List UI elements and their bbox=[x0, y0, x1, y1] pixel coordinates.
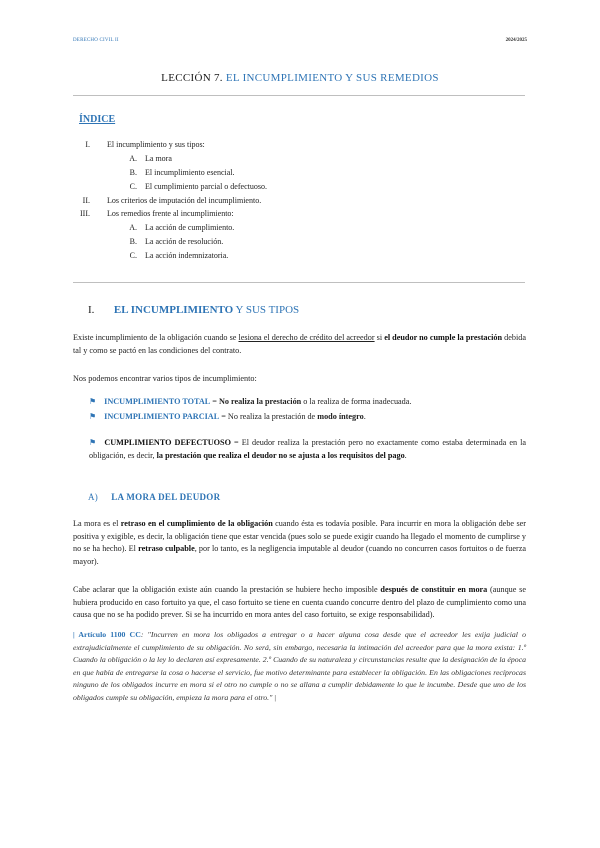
text-run: = bbox=[230, 438, 242, 447]
toc-num: II. bbox=[82, 196, 90, 205]
bold-blue-text: retraso culpable bbox=[138, 544, 195, 553]
text-run: . bbox=[363, 412, 366, 421]
toc-item: El incumplimiento esencial. bbox=[145, 168, 235, 177]
toc-item: La mora bbox=[145, 154, 172, 163]
list-item bbox=[89, 397, 411, 406]
divider bbox=[73, 282, 525, 283]
list-item bbox=[89, 437, 526, 462]
paragraph-definition bbox=[73, 332, 526, 357]
toc-item: La acción indemnizatoria. bbox=[145, 251, 229, 260]
toc-item: El incumplimiento y sus tipos: bbox=[107, 140, 205, 149]
page-title bbox=[0, 72, 600, 84]
toc-item: El cumplimiento parcial o defectuoso. bbox=[145, 182, 267, 191]
bold-text: No realiza la prestación bbox=[218, 397, 302, 406]
text-run: Existe incumplimiento de la obligación cuando se bbox=[73, 333, 239, 342]
text-run: cuando ésta es todavía posible. Para incurrir en mora la obligación debe ser positiva y exigible, es decir, la obligación tiene que estar vencida (pues solo se puede exigir cuando ha llegado el momento de cumplirse y no se ha hecho). El bbox=[73, 519, 526, 553]
toc-num: C. bbox=[129, 182, 137, 191]
article-reference: | Artículo 1100 CC bbox=[73, 630, 141, 639]
toc-num: III. bbox=[80, 209, 90, 218]
legal-quote bbox=[73, 629, 526, 704]
title-prefix: LECCIÓN 7. bbox=[161, 72, 223, 84]
toc-item: Los remedios frente al incumplimiento: bbox=[107, 209, 234, 218]
quote-end: | bbox=[272, 692, 276, 702]
flag-icon: ⚑ bbox=[89, 438, 97, 447]
flag-icon: ⚑ bbox=[89, 397, 97, 406]
bold-text: la prestación que realiza el deudor no se ajusta a los bbox=[156, 450, 338, 460]
text-run: . bbox=[404, 450, 407, 460]
toc-num: I. bbox=[85, 140, 90, 149]
bullet-label: CUMPLIMIENTO DEFECTUOSO bbox=[104, 438, 231, 447]
toc-item: Los criterios de imputación del incumplimiento. bbox=[107, 196, 262, 205]
toc-item: La acción de resolución. bbox=[145, 237, 224, 246]
quote-text: : "Incurren en mora los obligados a entregar o a hacer alguna cosa desde que el acreedor les exija judicial o extrajudicialmente el cumplimiento de su obligación. No será, sin embargo, necesaria la intimación del acreedor para que la mora exista: 1.º Cuando la obligación o la ley lo declaren así expresamente. 2.º Cuando de su naturaleza y circunstancias resulte que la designación de la época en que había de entregarse la cosa o hacerse el servicio, fue motivo determinante para establecer la obligación. En las obligaciones recíprocas ninguno de los obligados incurre en mora si el otro no cumple o no se allana a cumplir debidamente lo que le incumbe. Desde que uno de los obligados cumple su obligación, empieza la mora para el otro." bbox=[73, 630, 526, 702]
text-run: La mora es el bbox=[73, 519, 121, 528]
text-run: Cabe aclarar que la obligación existe aún cuando la prestación se hubiere hecho imposible bbox=[73, 585, 381, 594]
subsection-number: A) bbox=[88, 492, 99, 502]
toc-num: A. bbox=[129, 223, 137, 232]
divider bbox=[73, 95, 525, 96]
paragraph-mora bbox=[73, 518, 526, 568]
bold-text: el deudor no cumple la prestación bbox=[384, 333, 503, 342]
text-run: (aunque se hubiera producido en caso fortuito ya que, el caso fortuito se tiene en cuenta cuando concurre dentro del plazo de cumplimiento como una causa que no se ha podido prever. Si se ha incurrido en mora antes del caso fortuito, se exige responsabilidad). bbox=[73, 585, 526, 619]
flag-icon: ⚑ bbox=[89, 412, 97, 421]
title-main: EL INCUMPLIMIENTO Y SUS REMEDIOS bbox=[225, 72, 439, 84]
toc-num: B. bbox=[129, 168, 137, 177]
toc-item: La acción de cumplimiento. bbox=[145, 223, 235, 232]
section-heading bbox=[88, 304, 299, 316]
bold-text: modo íntegro bbox=[317, 412, 364, 421]
text-run: No realiza la prestación de bbox=[227, 412, 318, 421]
subsection-title: LA MORA DEL DEUDOR bbox=[111, 492, 221, 502]
bold-text: después de constituir en mora bbox=[380, 585, 488, 594]
bullet-label: INCUMPLIMIENTO PARCIAL bbox=[104, 412, 220, 421]
bold-text: requisitos del pago bbox=[339, 450, 405, 460]
text-run: debida tal y como se pactó en las condiciones del contrato. bbox=[73, 333, 526, 355]
underlined-text: lesiona el derecho de crédito del acreedor bbox=[238, 333, 375, 342]
section-number: I. bbox=[88, 304, 95, 316]
text-run: = bbox=[219, 412, 228, 421]
text-run: , por lo tanto, es la negligencia imputable al deudor (cuando no concurren casos fortuitos o de fuerza mayor). bbox=[73, 544, 526, 566]
index-heading: ÍNDICE bbox=[79, 114, 116, 125]
section-title-rest: Y SUS TIPOS bbox=[233, 304, 300, 316]
paragraph-types-intro: Nos podemos encontrar varios tipos de incumplimiento: bbox=[73, 374, 257, 383]
bullet-label: INCUMPLIMIENTO TOTAL bbox=[104, 397, 211, 406]
header-course: DERECHO CIVIL II bbox=[73, 38, 119, 43]
text-run: estaba determinada en la obligación, es decir, bbox=[89, 438, 527, 460]
paragraph-clarification bbox=[73, 584, 526, 622]
toc-num: A. bbox=[129, 154, 137, 163]
text-run: = bbox=[210, 397, 219, 406]
subsection-heading bbox=[88, 492, 220, 502]
bold-text: retraso en el cumplimiento de la obligación bbox=[120, 519, 273, 528]
toc-num: C. bbox=[129, 251, 137, 260]
list-item bbox=[89, 412, 366, 421]
toc-num: B. bbox=[129, 237, 137, 246]
header-year: 2024/2025 bbox=[505, 38, 527, 43]
text-run: si bbox=[374, 333, 385, 342]
section-title-bold: EL INCUMPLIMIENTO bbox=[113, 304, 234, 316]
text-run: El deudor realiza la prestación pero no exactamente como bbox=[241, 438, 440, 447]
text-run: o la realiza de forma inadecuada. bbox=[301, 397, 412, 406]
